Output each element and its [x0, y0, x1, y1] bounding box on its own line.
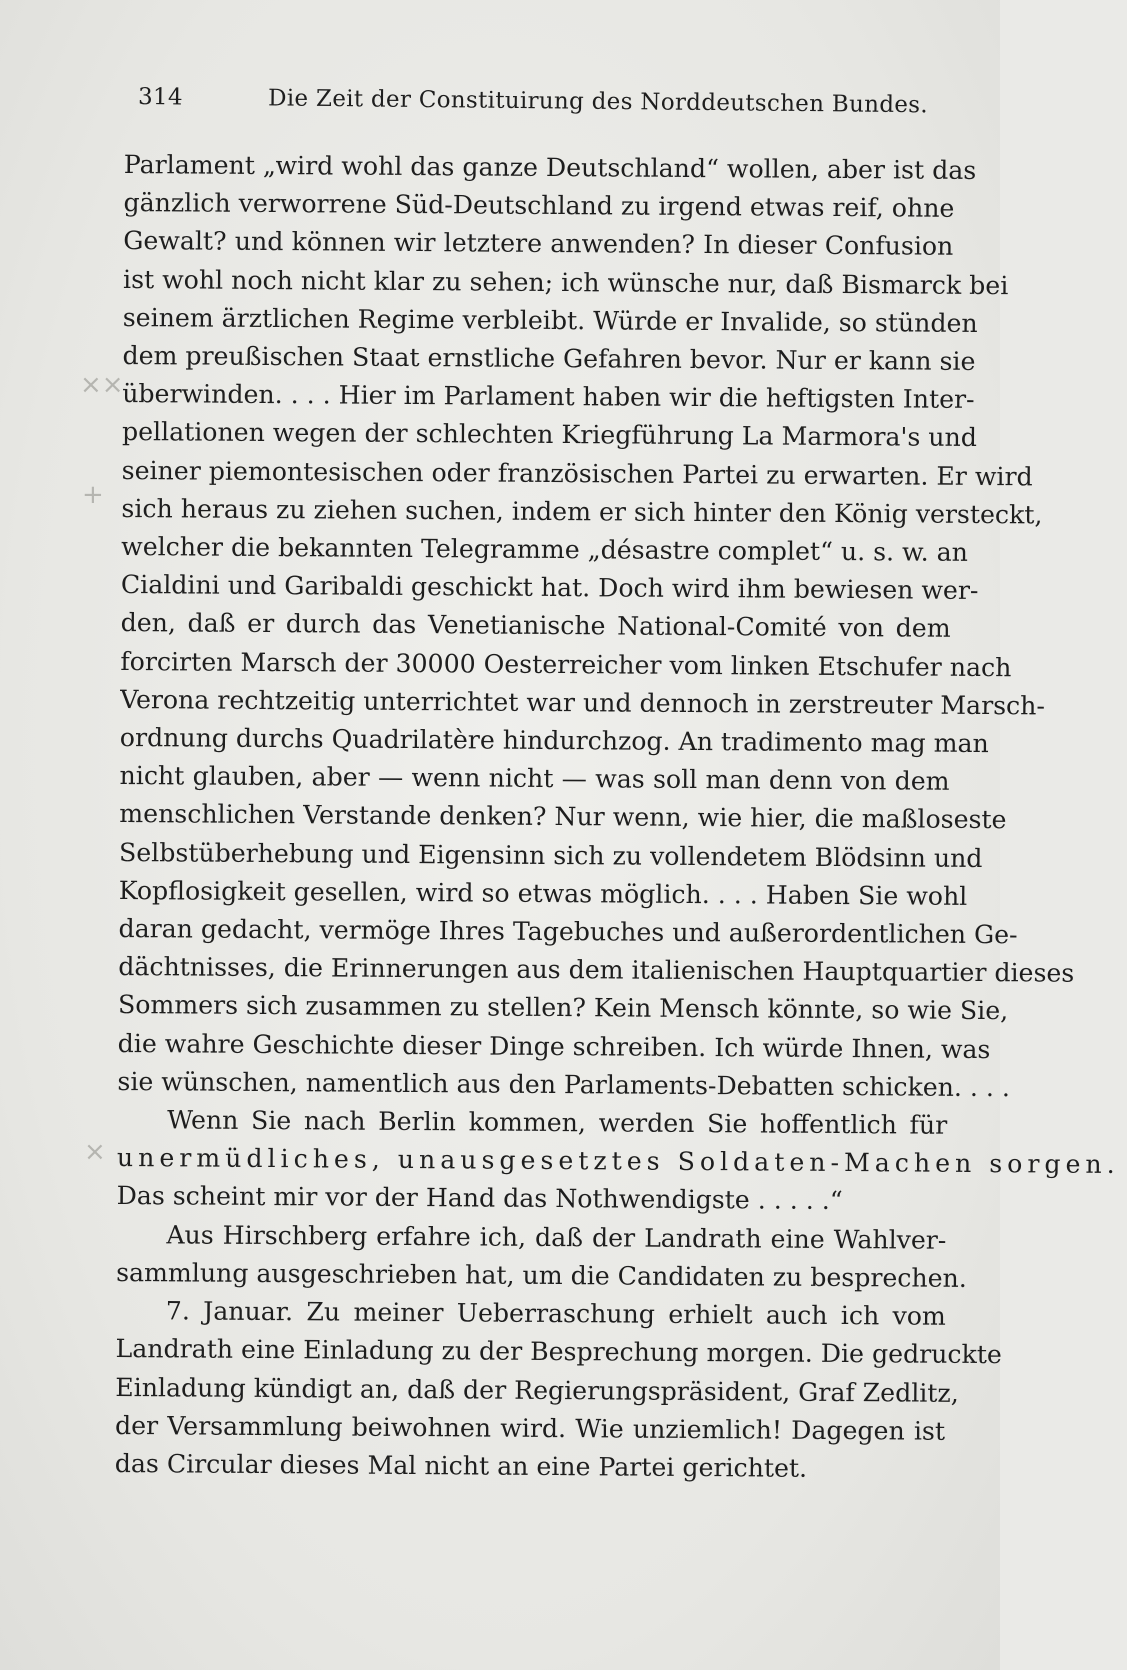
text-line: der Versammlung beiwohnen wird. Wie unziemlich! Dagegen ist	[114, 1410, 946, 1446]
text-line: daran gedacht, vermöge Ihres Tagebuches und außerordentlichen Ge-	[118, 914, 1018, 950]
text-line: Verona rechtzeitig unterrichtet war und dennoch in zerstreuter Marsch-	[120, 684, 1046, 721]
text-line: überwinden. . . . Hier im Parlament haben wir die heftigsten Inter-	[122, 379, 975, 415]
text-line: gänzlich verworrene Süd-Deutschland zu irgend etwas reif, ohne	[123, 188, 955, 224]
margin-mark: ×	[84, 1137, 106, 1167]
text-line: unermüdliches, unausgesetztes Soldaten-Machen sorgen.	[116, 1143, 1120, 1180]
text-line: Parlament „wird wohl das ganze Deutschland“ wollen, aber ist das	[123, 149, 977, 185]
text-line: welcher die bekannten Telegramme „désastre complet“ u. s. w. an	[121, 532, 969, 567]
text-line: Das scheint mir vor der Hand das Nothwendigste . . . . .“	[116, 1181, 843, 1216]
text-line: Aus Hirschberg erfahre ich, daß der Landrath eine Wahlver-	[166, 1220, 947, 1255]
text-line: Cialdini und Garibaldi geschickt hat. Doch wird ihm bewiesen wer-	[120, 570, 979, 606]
text-line: seiner piemontesischen oder französischen Partei zu erwarten. Er wird	[121, 455, 1033, 491]
text-line: sammlung ausgeschrieben hat, um die Candidaten zu besprechen.	[116, 1257, 967, 1293]
text-line: dem preußischen Staat ernstliche Gefahren bevor. Nur er kann sie	[122, 341, 976, 376]
text-line: Sommers sich zusammen zu stellen? Kein Mensch könnte, so wie Sie,	[117, 990, 1009, 1026]
text-line: Kopflosigkeit gesellen, wird so etwas möglich. . . . Haben Sie wohl	[118, 875, 968, 911]
margin-mark: +	[82, 480, 104, 510]
text-line: Selbstüberhebung und Eigensinn sich zu vollendetem Blödsinn und	[118, 837, 983, 873]
text-line: Gewalt? und können wir letztere anwenden? In dieser Confusion	[123, 226, 954, 262]
page-header	[138, 84, 938, 132]
text-line: menschlichen Verstande denken? Nur wenn, wie hier, die maßloseste	[119, 799, 1007, 835]
text-line: Einladung kündigt an, daß der Regierungspräsident, Graf Zedlitz,	[115, 1372, 959, 1408]
text-line: Landrath eine Einladung zu der Besprechung morgen. Die gedruckte	[115, 1334, 1002, 1370]
text-line: nicht glauben, aber — wenn nicht — was soll man denn von dem	[119, 761, 950, 797]
running-head: Die Zeit der Constituirung des Norddeutschen Bundes.	[267, 85, 929, 119]
text-line: ist wohl noch nicht klar zu sehen; ich wünsche nur, daß Bismarck bei	[122, 264, 1009, 300]
text-line: dächtnisses, die Erinnerungen aus dem italienischen Hauptquartier dieses	[118, 952, 1075, 988]
text-line: sich heraus zu ziehen suchen, indem er sich hinter den König versteckt,	[121, 493, 1043, 530]
text-line: sie wünschen, namentlich aus den Parlaments-Debatten schicken. . . .	[117, 1066, 1011, 1103]
text-line: pellationen wegen der schlechten Kriegführung La Marmora's und	[121, 417, 977, 453]
text-line: 7. Januar. Zu meiner Ueberraschung erhielt auch ich vom	[165, 1296, 946, 1331]
text-line: Wenn Sie nach Berlin kommen, werden Sie hoffentlich für	[167, 1105, 948, 1140]
text-line: den, daß er durch das Venetianische National-Comité von dem	[120, 608, 951, 644]
text-line: seinem ärztlichen Regime verbleibt. Würde er Invalide, so stünden	[122, 302, 978, 338]
text-line: die wahre Geschichte dieser Dinge schreiben. Ich würde Ihnen, was	[117, 1028, 991, 1064]
body-text	[114, 146, 1120, 1489]
text-line: ordnung durchs Quadrilatère hindurchzog. An tradimento mag man	[119, 723, 989, 759]
text-line: das Circular dieses Mal nicht an eine Partei gerichtet.	[114, 1448, 808, 1483]
margin-mark: ××	[80, 370, 124, 400]
page-number: 314	[137, 84, 184, 111]
text-line: forcirten Marsch der 30000 Oesterreicher vom linken Etschufer nach	[120, 646, 1012, 682]
